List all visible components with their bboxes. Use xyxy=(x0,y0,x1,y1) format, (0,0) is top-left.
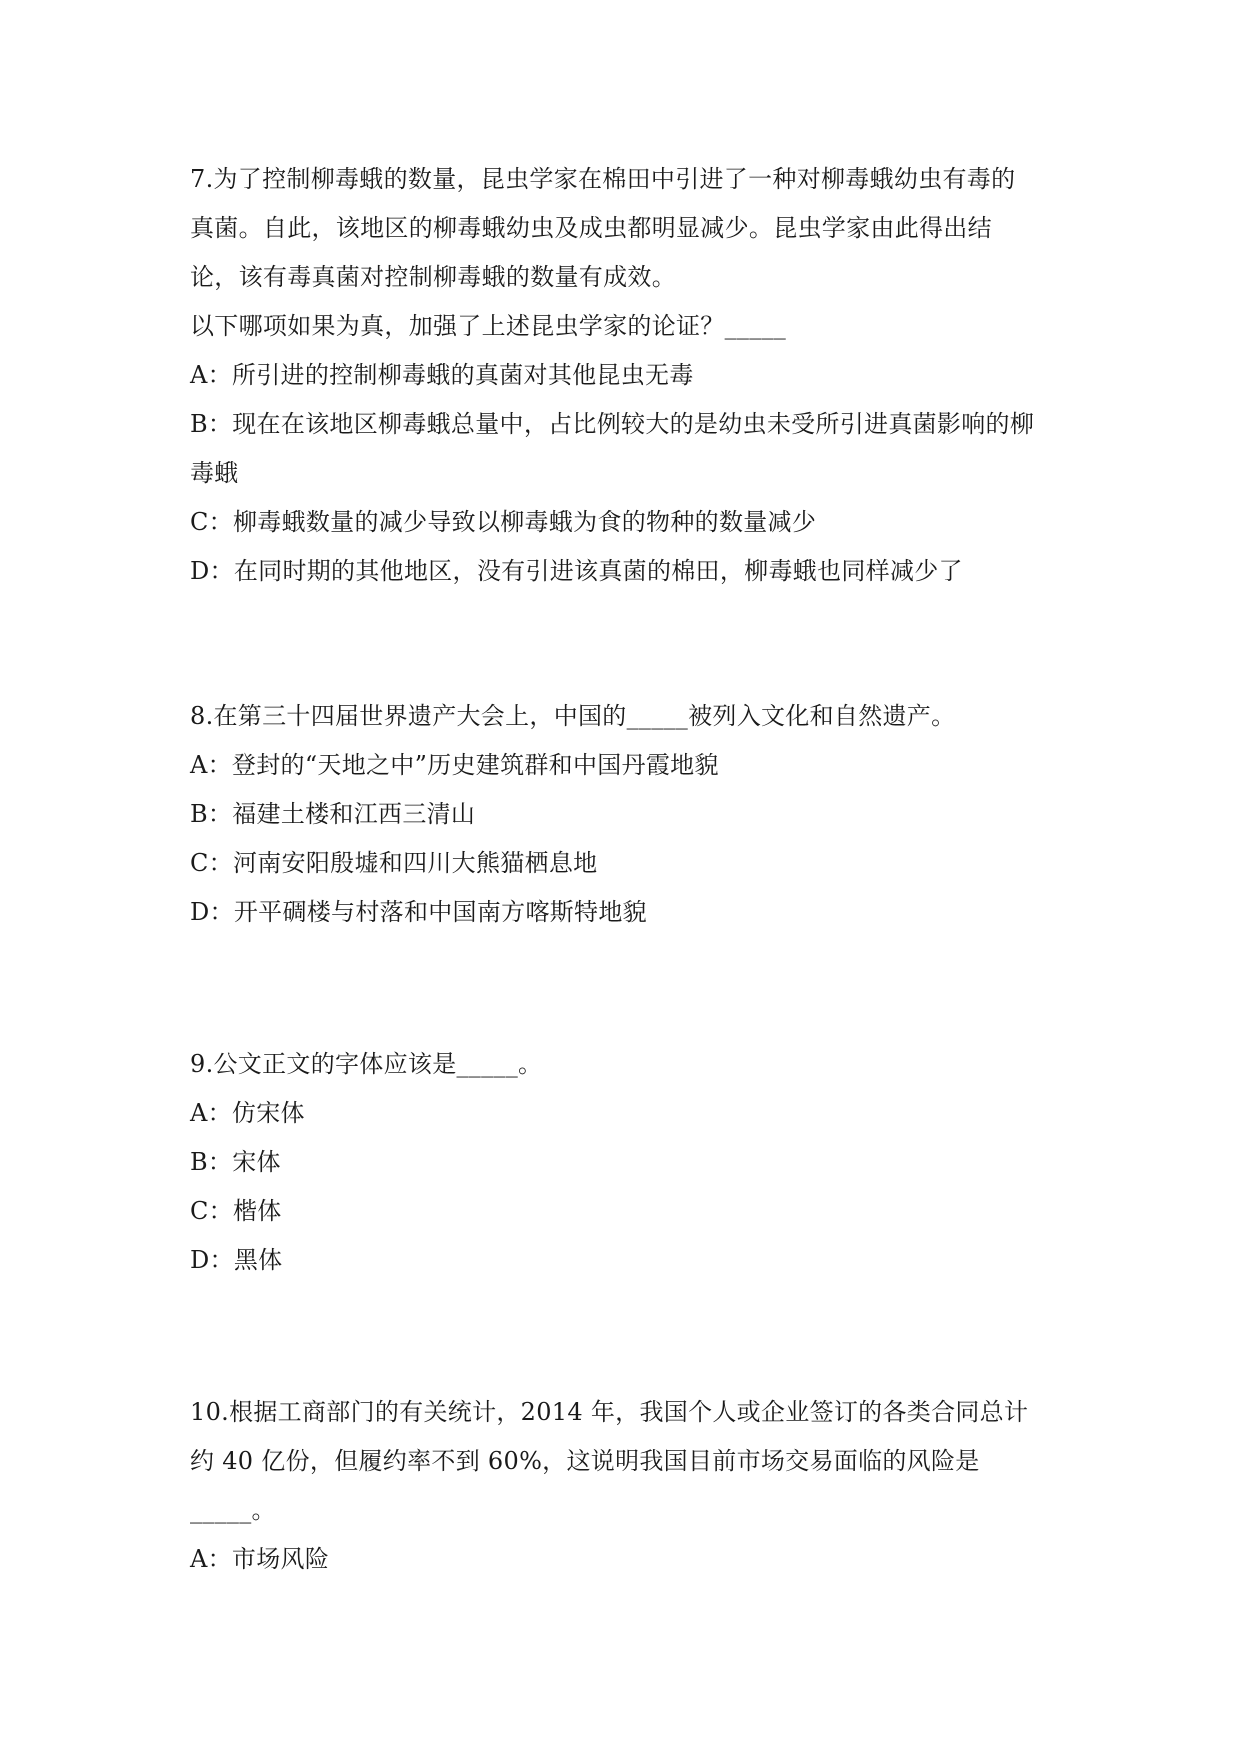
question-7-stem-line-3: 论，该有毒真菌对控制柳毒蛾的数量有成效。 xyxy=(190,263,676,291)
question-8-option-b: B：福建土楼和江西三清山 xyxy=(190,800,476,828)
question-9-option-a: A：仿宋体 xyxy=(190,1099,305,1127)
question-8-option-c: C：河南安阳殷墟和四川大熊猫栖息地 xyxy=(190,849,598,877)
question-7-option-c: C：柳毒蛾数量的减少导致以柳毒蛾为食的物种的数量减少 xyxy=(190,508,817,536)
question-8-option-a: A：登封的“天地之中”历史建筑群和中国丹霞地貌 xyxy=(190,751,719,779)
question-7-option-b-continued: 毒蛾 xyxy=(190,459,239,487)
question-7-prompt: 以下哪项如果为真，加强了上述昆虫学家的论证？_____ xyxy=(190,312,787,340)
exam-page xyxy=(190,155,1060,1584)
question-7-stem-line-1: 7.为了控制柳毒蛾的数量，昆虫学家在棉田中引进了一种对柳毒蛾幼虫有毒的 xyxy=(190,165,1016,193)
question-7-option-d: D：在同时期的其他地区，没有引进该真菌的棉田，柳毒蛾也同样减少了 xyxy=(190,557,963,585)
question-9-stem: 9.公文正文的字体应该是_____。 xyxy=(190,1050,543,1078)
question-7 xyxy=(190,155,1060,596)
question-8-stem: 8.在第三十四届世界遗产大会上，中国的_____被列入文化和自然遗产。 xyxy=(190,702,956,730)
question-8-option-d: D：开平碉楼与村落和中国南方喀斯特地貌 xyxy=(190,898,647,926)
question-7-stem-line-2: 真菌。自此，该地区的柳毒蛾幼虫及成虫都明显减少。昆虫学家由此得出结 xyxy=(190,214,992,242)
question-9-option-c: C：楷体 xyxy=(190,1197,282,1225)
question-10 xyxy=(190,1388,1060,1584)
question-8 xyxy=(190,692,1060,937)
question-10-stem-line-1: 10.根据工商部门的有关统计，2014 年，我国个人或企业签订的各类合同总计 xyxy=(190,1398,1029,1426)
question-7-option-b: B：现在在该地区柳毒蛾总量中，占比例较大的是幼虫未受所引进真菌影响的柳 xyxy=(190,410,1035,438)
question-10-stem-line-2: 约 40 亿份，但履约率不到 60%，这说明我国目前市场交易面临的风险是 xyxy=(190,1447,980,1475)
question-9-option-b: B：宋体 xyxy=(190,1148,281,1176)
question-9-option-d: D：黑体 xyxy=(190,1246,283,1274)
question-10-stem-line-3: _____。 xyxy=(190,1496,276,1524)
question-9 xyxy=(190,1040,1060,1285)
question-10-option-a: A：市场风险 xyxy=(190,1545,330,1573)
question-7-option-a: A：所引进的控制柳毒蛾的真菌对其他昆虫无毒 xyxy=(190,361,694,389)
